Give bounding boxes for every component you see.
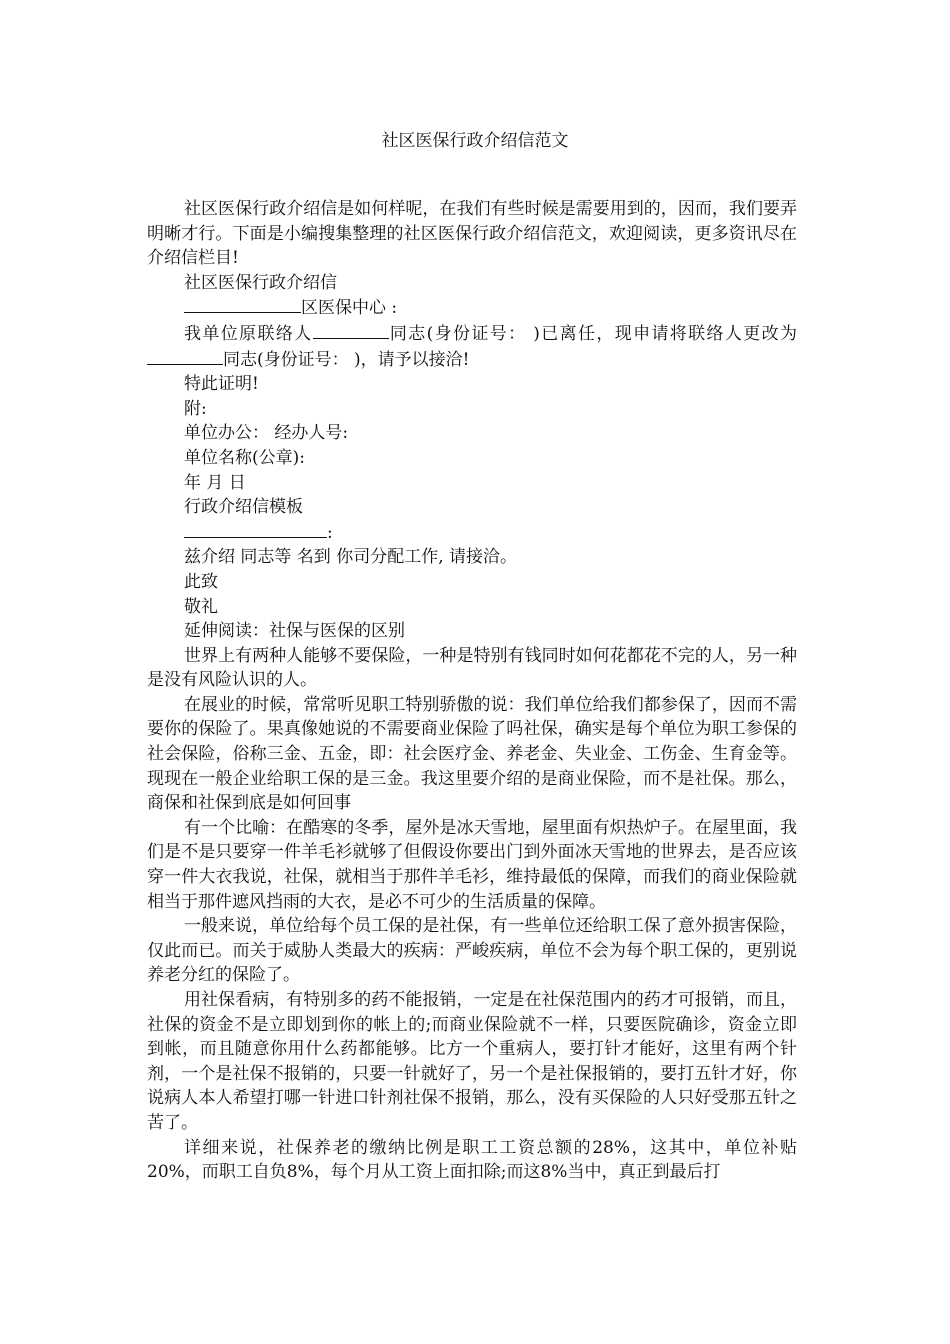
extended-paragraph: 详细来说，社保养老的缴纳比例是职工工资总额的28%，这其中，单位补贴20%，而职工自负8%，每个月从工资上面扣除;而这8%当中，真正到最后打 xyxy=(147,1137,797,1183)
extended-paragraph: 世界上有两种人能够不要保险，一种是特别有钱同时如何花都花不完的人，另一种是没有风险认识的人。 xyxy=(147,645,797,691)
date-line: 年 月 日 xyxy=(184,472,246,493)
extended-paragraph: 有一个比喻：在酷寒的冬季，屋外是冰天雪地，屋里面有炽热炉子。在屋里面，我们是不是只要穿一件羊毛衫就够了但假设你要出门到外面冰天雪地的世界去，是否应该穿一件大衣我说，社保，就相当于那件羊毛衫，维持最低的保障，而我们的商业保险就相当于那件遮风挡雨的大衣，是必不可少的生活质量的保障。 xyxy=(147,817,797,912)
request-text-a: 我单位原联络人 xyxy=(184,323,313,344)
extended-paragraph: 用社保看病，有特别多的药不能报销，一定是在社保范围内的药才可报销，而且，社保的资金不是立即划到你的帐上的;而商业保险就不一样，只要医院确诊，资金立即到帐，而且随意你用什么药都能够。比方一个重病人，要打针才能好，这里有两个针剂，一个是社保不报销的，只要一针就好了，另一个是社保报销的，要打五针才好，你说病人本人希望打哪一针进口针剂社保不报销，那么，没有买保险的人只好受那五针之苦了。 xyxy=(147,990,797,1133)
blank-underline xyxy=(313,321,389,339)
extended-paragraph: 在展业的时候，常常听见职工特别骄傲的说：我们单位给我们都参保了，因而不需要你的保险了。果真像她说的不需要商业保险了吗社保，确实是每个单位为职工参保的社会保险，俗称三金、五金，即：社会医疗金、养老金、失业金、工伤金、生育金等。现现在一般企业给职工保的是三金。我这里要介绍的是商业保险，而不是社保。那么，商保和社保到底是如何回事 xyxy=(147,694,797,814)
extended-heading: 延伸阅读：社保与医保的区别 xyxy=(184,621,405,642)
document-body xyxy=(147,197,797,1185)
closing-2: 敬礼 xyxy=(184,596,218,617)
recipient-text: 区医保中心 : xyxy=(301,298,398,319)
request-text-d: 同志(身份证号： )，请予以接洽! xyxy=(223,349,470,370)
extended-paragraph: 一般来说，单位给每个员工保的是社保，有一些单位还给职工保了意外损害保险，仅此而已。而关于威胁人类最大的疾病：严峻疾病，单位不会为每个职工保的，更别说养老分红的保险了。 xyxy=(147,916,797,986)
blank-underline xyxy=(184,295,301,313)
request-paragraph xyxy=(147,321,797,372)
letter-heading: 社区医保行政介绍信 xyxy=(184,272,337,293)
recipient-line xyxy=(147,295,797,321)
certify-line: 特此证明! xyxy=(184,374,259,395)
office-line: 单位办公： 经办人号: xyxy=(184,423,349,444)
closing-1: 此致 xyxy=(184,571,218,592)
template-recipient-line xyxy=(147,520,797,546)
template-recipient-text: : xyxy=(327,522,333,543)
attach-line: 附: xyxy=(184,398,207,419)
template-intro: 兹介绍 同志等 名到 你司分配工作, 请接洽。 xyxy=(184,547,518,568)
blank-underline xyxy=(147,347,223,365)
template-heading: 行政介绍信模板 xyxy=(184,497,303,518)
blank-underline xyxy=(184,520,327,538)
intro-paragraph: 社区医保行政介绍信是如何样呢，在我们有些时候是需要用到的，因而，我们要弄明晰才行。下面是小编搜集整理的社区医保行政介绍信范文，欢迎阅读，更多资讯尽在介绍信栏目! xyxy=(147,199,797,269)
request-text-b: 同志(身份证号： )已离任，现申请将联络人更改 xyxy=(388,323,781,344)
request-text-c: 为 xyxy=(780,323,798,344)
unit-name-line: 单位名称(公章): xyxy=(184,447,305,468)
page-title: 社区医保行政介绍信范文 xyxy=(381,131,569,151)
